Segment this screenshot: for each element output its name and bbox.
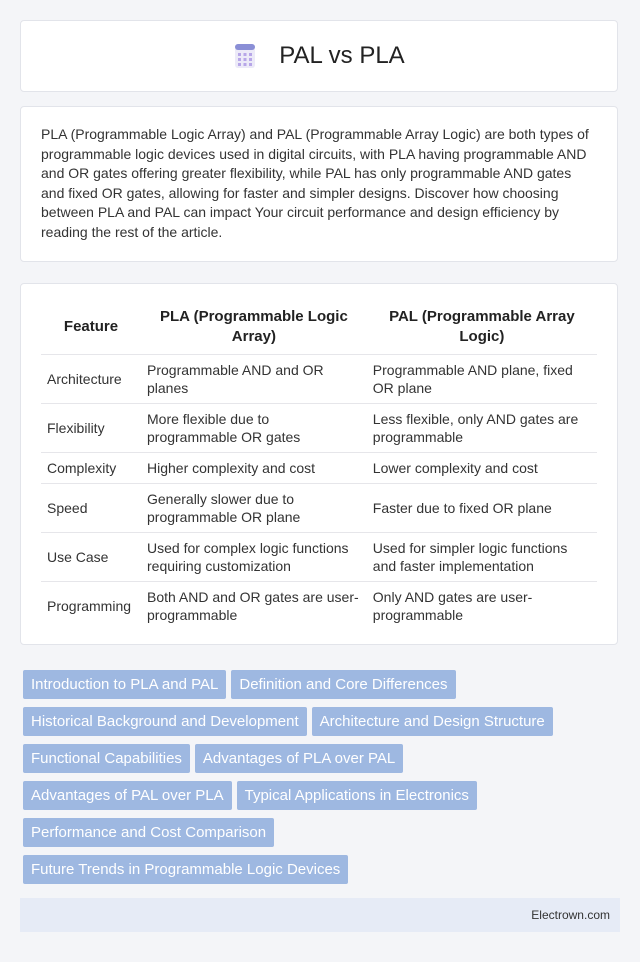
header-pla: PLA (Programmable Logic Array) (159, 308, 348, 345)
tag-future-trends[interactable]: Future Trends in Programmable Logic Devices (23, 855, 348, 884)
footer (20, 898, 620, 932)
feature-cell: Programming (41, 582, 141, 631)
page-title: PAL vs PLA (279, 42, 405, 69)
tag-introduction[interactable]: Introduction to PLA and PAL (23, 670, 226, 699)
feature-cell: Use Case (41, 533, 141, 582)
intro-text: PLA (Programmable Logic Array) and PAL (Programmable Array Logic) are both types of programmable logic devices used in digital circuits, with PLA having programmable AND and OR gates offering greater flexibility, while PAL has only programmable AND gates and fixed OR gates, allowing for faster and simpler designs. Discover how choosing between PLA and PAL can impact Your circuit performance and design efficiency by reading the rest of the article. (41, 126, 589, 240)
tag-applications[interactable]: Typical Applications in Electronics (237, 781, 477, 810)
pla-cell: Programmable AND and OR planes (141, 355, 367, 404)
tag-history[interactable]: Historical Background and Development (23, 707, 307, 736)
header-feature: Feature (63, 318, 119, 335)
tag-advantages-pal[interactable]: Advantages of PAL over PLA (23, 781, 232, 810)
pal-cell: Programmable AND plane, fixed OR plane (367, 355, 597, 404)
table-row (41, 404, 597, 453)
tag-architecture[interactable]: Architecture and Design Structure (312, 707, 553, 736)
table-row (41, 582, 597, 631)
pla-cell: Used for complex logic functions requiring customization (141, 533, 367, 582)
topic-tags (23, 670, 613, 892)
title-card (20, 20, 618, 92)
footer-site-link[interactable]: Electrown.com (531, 908, 610, 922)
table-row (41, 453, 597, 484)
pla-cell: More flexible due to programmable OR gates (141, 404, 367, 453)
pal-cell: Used for simpler logic functions and faster implementation (367, 533, 597, 582)
pal-cell: Only AND gates are user-programmable (367, 582, 597, 631)
tag-definition[interactable]: Definition and Core Differences (231, 670, 455, 699)
feature-cell: Complexity (41, 453, 141, 484)
tag-functional[interactable]: Functional Capabilities (23, 744, 190, 773)
intro-card (20, 106, 618, 262)
tag-advantages-pla[interactable]: Advantages of PLA over PAL (195, 744, 403, 773)
pla-cell: Both AND and OR gates are user-programmable (141, 582, 367, 631)
table-row (41, 533, 597, 582)
table-row (41, 355, 597, 404)
pla-cell: Higher complexity and cost (141, 453, 367, 484)
pal-cell: Less flexible, only AND gates are programmable (367, 404, 597, 453)
header-pal: PAL (Programmable Array Logic) (389, 308, 575, 345)
comparison-table (41, 300, 597, 630)
feature-cell: Speed (41, 484, 141, 533)
pla-cell: Generally slower due to programmable OR plane (141, 484, 367, 533)
feature-cell: Flexibility (41, 404, 141, 453)
tag-performance[interactable]: Performance and Cost Comparison (23, 818, 274, 847)
comparison-table-card (20, 283, 618, 645)
table-header-row (41, 300, 597, 355)
calculator-icon (233, 43, 259, 69)
feature-cell: Architecture (41, 355, 141, 404)
pal-cell: Faster due to fixed OR plane (367, 484, 597, 533)
table-row (41, 484, 597, 533)
pal-cell: Lower complexity and cost (367, 453, 597, 484)
